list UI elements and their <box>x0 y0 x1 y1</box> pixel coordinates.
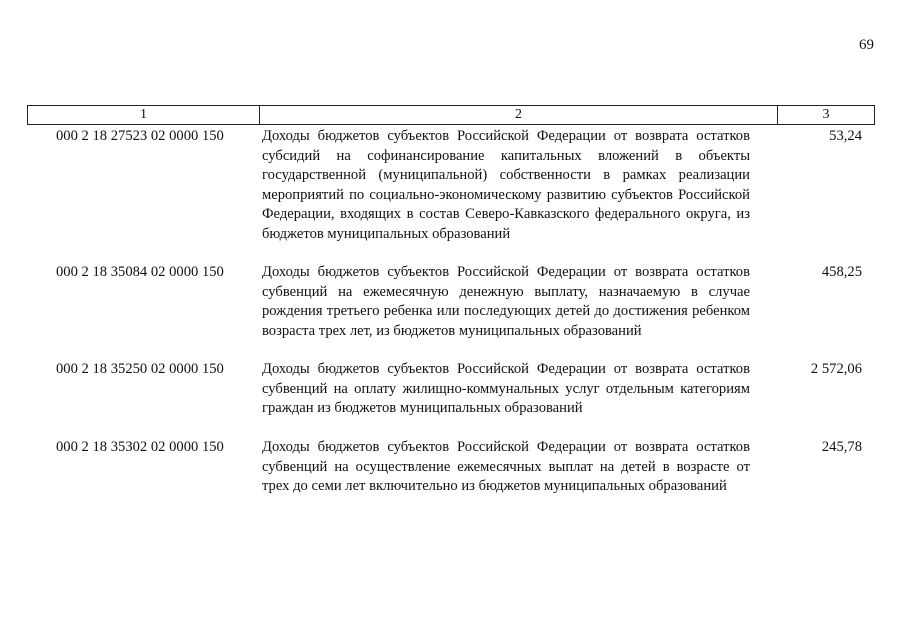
revenue-description: Доходы бюджетов субъектов Российской Федерации от возврата остатков субвенций на ежемесячную денежную выплату, назначаемую в случае рождения третьего ребенка или последующих детей до достижения ребенком возраста трех лет, из бюджетов муниципальных образований <box>262 264 750 339</box>
revenue-amount: 458,25 <box>821 264 862 280</box>
header-column-3: 3 <box>822 107 830 122</box>
revenue-code: 000 2 18 27523 02 0000 150 <box>56 128 224 144</box>
page-number: 69 <box>859 37 874 53</box>
revenue-code: 000 2 18 35302 02 0000 150 <box>56 439 224 455</box>
revenue-code: 000 2 18 35084 02 0000 150 <box>56 264 224 280</box>
revenue-amount: 245,78 <box>821 439 862 455</box>
revenue-amount: 53,24 <box>829 128 862 144</box>
revenue-amount: 2 572,06 <box>810 361 862 377</box>
revenue-description: Доходы бюджетов субъектов Российской Федерации от возврата остатков субвенций на оплату жилищно-коммунальных услуг отдельным категориям граждан из бюджетов муниципальных образований <box>262 361 750 416</box>
revenue-description: Доходы бюджетов субъектов Российской Федерации от возврата остатков субсидий на софинансирование капитальных вложений в объекты государственной (муниципальной) собственности в рамках реализации мероприятий по социально-экономическому развитию субъектов Российской Федерации, входящих в состав Северо-Кавказского федерального округа, из бюджетов муниципальных образований <box>262 128 750 242</box>
revenue-code: 000 2 18 35250 02 0000 150 <box>56 361 224 377</box>
header-column-2: 2 <box>260 106 778 124</box>
revenue-description: Доходы бюджетов субъектов Российской Федерации от возврата остатков субвенций на осуществление ежемесячных выплат на детей в возрасте от трех до семи лет включительно из бюджетов муниципальных образований <box>262 439 750 494</box>
header-column-1: 1 <box>28 106 260 124</box>
table-header <box>27 105 875 125</box>
